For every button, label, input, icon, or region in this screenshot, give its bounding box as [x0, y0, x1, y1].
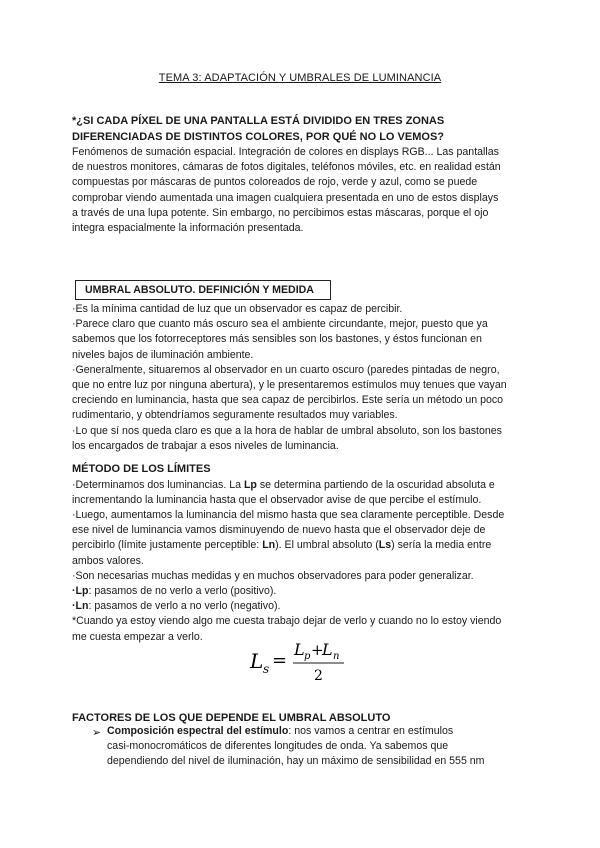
paragraph-line: ambos valores.: [72, 554, 144, 567]
bullet-label: Composición espectral del estímulo: [107, 725, 289, 737]
text-run: ) sería la media entre: [391, 539, 492, 552]
paragraph-line: integra espacialmente la información presentada.: [72, 222, 304, 235]
text-run: ·Determinamos dos luminancias. La: [72, 478, 244, 491]
section-pixel-question: [72, 114, 532, 236]
paragraph-line: [107, 724, 527, 739]
bullet-item-spectral: [107, 724, 527, 770]
paragraph-line: ese nivel de luminancia vamos disminuyendo de nuevo hasta que el observador deje de: [72, 524, 486, 537]
term-lp: Lp: [243, 478, 257, 491]
formula-num-b-sub: n: [333, 651, 340, 662]
section-heading: MÉTODO DE LOS LÍMITES: [72, 463, 211, 475]
definition-lp: [72, 584, 532, 599]
term-ln: Ln: [262, 539, 276, 552]
paragraph-line: Fenómenos de sumación espacial. Integración de colores en displays RGB... Las pantallas: [72, 146, 499, 158]
section-heading: *¿SI CADA PÍXEL DE UNA PANTALLA ESTÁ DIVIDIDO EN TRES ZONAS: [72, 115, 445, 127]
paragraph-line: me cuesta empezar a verlo.: [72, 630, 203, 643]
boxed-section-heading: UMBRAL ABSOLUTO. DEFINICIÓN Y MEDIDA: [75, 280, 331, 300]
term-label: ·Lp: [72, 584, 89, 597]
paragraph-line: ·Parece claro que cuanto más oscuro sea el ambiente circundante, mejor, puesto que ya: [72, 318, 488, 331]
threshold-formula: [248, 636, 378, 684]
paragraph-line: incrementando la luminancia hasta que el observador avise de que percibe el estímulo.: [72, 493, 482, 506]
formula-num-a: L: [294, 640, 305, 659]
paragraph-line: sabemos que los fotorreceptores más sensibles son los bastones, y éstos funcionan en: [72, 333, 482, 346]
paragraph-line: ·Luego, aumentamos la luminancia del mismo hasta que sea claramente perceptible. Desde: [72, 508, 505, 521]
text-run: : pasamos de verlo a no verlo (negativo).: [88, 600, 281, 613]
definition-ln: [72, 599, 532, 614]
paragraph-line: ·Lo que sí nos queda claro es que a la hora de hablar de umbral absoluto, son los bastones: [72, 424, 502, 437]
paragraph-line: ·Es la mínima cantidad de luz que un observador es capaz de percibir.: [72, 303, 403, 315]
formula-lhs-sub: s: [263, 662, 270, 676]
paragraph-line: [72, 538, 532, 553]
paragraph-line: casi-monocromáticos de diferentes longitudes de onda. Ya sabemos que: [107, 740, 449, 753]
text-run: : pasamos de no verlo a verlo (positivo).: [88, 584, 277, 597]
paragraph-line: los encargados de trabajar a esos niveles de luminancia.: [72, 439, 339, 452]
paragraph-line: *Cuando ya estoy viendo algo me cuesta trabajo dejar de verlo y cuando no lo estoy viendo: [72, 615, 502, 628]
paragraph-line: comprobar viendo aumentada una imagen cualquiera presentada en uno de estos displays: [72, 191, 499, 204]
paragraph-line: rudimentario, y obtendríamos seguramente resultados muy variables.: [72, 409, 398, 422]
paragraph-line: que no entre luz por ninguna abertura), y le presentaremos estímulos muy tenues que vayan: [72, 379, 507, 392]
page-title: TEMA 3: ADAPTACIÓN Y UMBRALES DE LUMINANCIA: [158, 72, 442, 84]
section-heading: FACTORES DE LOS QUE DEPENDE EL UMBRAL ABSOLUTO: [72, 712, 391, 724]
bullet-arrow-icon: ➢: [92, 727, 102, 739]
paragraph-line: compuestas por máscaras de puntos coloreados de rojo, verde y azul, como se puede: [72, 176, 478, 189]
text-run: se determina partiendo de la oscuridad absoluta e: [256, 478, 495, 491]
formula-num-b: L: [322, 640, 333, 659]
section-heading: DIFERENCIADAS DE DISTINTOS COLORES, POR QUÉ NO LO VEMOS?: [72, 130, 444, 143]
paragraph-line: de nuestros monitores, cámaras de fotos digitales, teléfonos móviles, etc. en realidad están: [72, 161, 501, 174]
paragraph-line: [72, 478, 532, 493]
formula-lhs: L: [250, 649, 264, 673]
text-run: percibirlo (límite justamente perceptible:: [72, 539, 263, 552]
text-run: ). El umbral absoluto (: [275, 539, 379, 552]
section-absolute-threshold: [72, 302, 532, 454]
formula-plus: +: [311, 641, 324, 659]
paragraph-line: dependiendo del nivel de iluminación, hay un máximo de sensibilidad en 555 nm: [107, 755, 485, 768]
term-ls: Ls: [378, 539, 392, 552]
paragraph-line: ·Son necesarias muchas medidas y en muchos observadores para poder generalizar.: [72, 569, 474, 582]
text-run: : nos vamos a centrar en estímulos: [288, 725, 454, 737]
formula-denominator: 2: [314, 668, 323, 684]
paragraph-line: niveles bajos de iluminación ambiente.: [72, 348, 254, 361]
formula-num-a-sub: p: [304, 651, 311, 662]
term-label: ·Ln: [72, 600, 89, 613]
paragraph-line: creciendo en luminancia, hasta que sea capaz de percibirlos. Este sería un método un poco: [72, 394, 504, 407]
paragraph-line: ·Generalmente, situaremos al observador en un cuarto oscuro (paredes pintadas de negro,: [72, 363, 500, 376]
formula-equals: =: [272, 650, 288, 671]
paragraph-line: a través de una lupa potente. Sin embargo, no percibimos estas máscaras, porque el ojo: [72, 206, 489, 219]
section-method-of-limits: [72, 462, 532, 645]
